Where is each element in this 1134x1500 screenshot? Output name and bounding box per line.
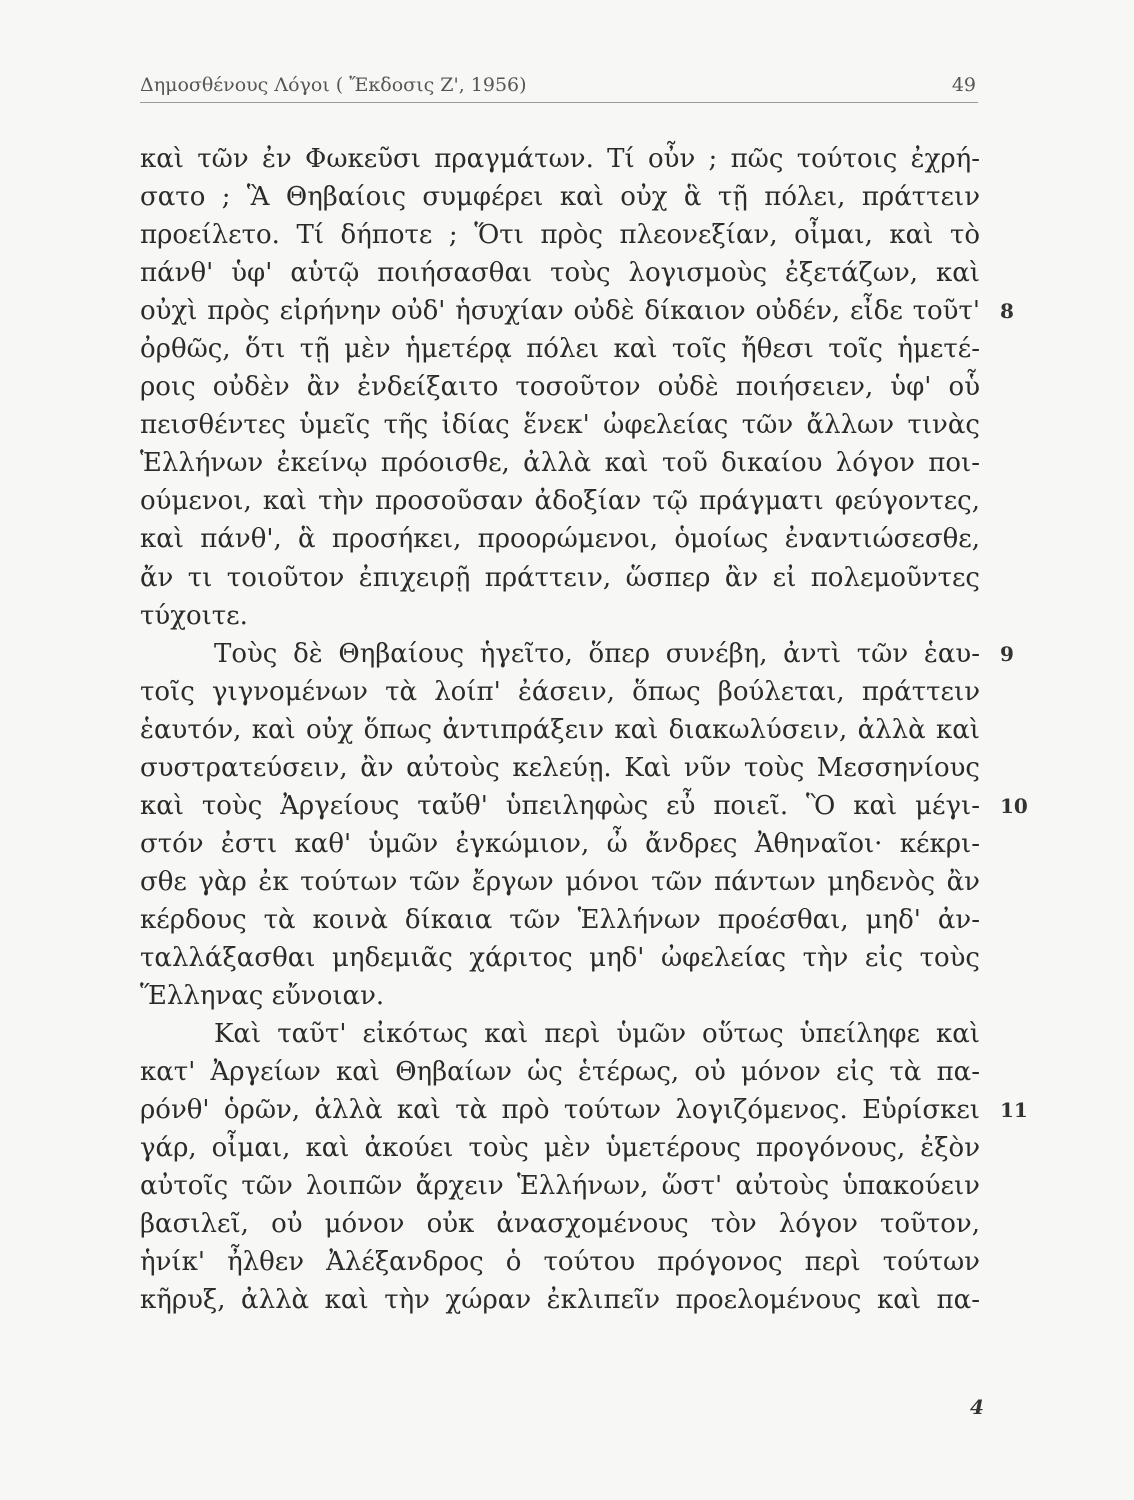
line-text: κῆρυξ, ἀλλὰ καὶ τὴν χώραν ἐκλιπεῖν προελομένους καὶ πα- [140, 1285, 980, 1316]
page-number: 49 [951, 74, 976, 96]
text-line [140, 140, 980, 178]
line-text: οὐχὶ πρὸς εἰρήνην οὐδ' ἡσυχίαν οὐδὲ δίκαιον οὐδέν, εἶδε τοῦτ' [140, 296, 980, 327]
line-text: ἄν τι τοιοῦτον ἐπιχειρῇ πράττειν, ὥσπερ ἂν εἰ πολεμοῦντες [140, 562, 980, 593]
section-number: 8 [1000, 299, 1014, 324]
line-text: Ἕλληνας εὔνοιαν. [140, 981, 385, 1012]
line-text: καὶ τοὺς Ἀργείους ταὔθ' ὑπειληφὼς εὖ ποιεῖ. Ὃ καὶ μέγι- [140, 790, 980, 821]
line-text: κέρδους τὰ κοινὰ δίκαια τῶν Ἑλλήνων προέσθαι, μηδ' ἀν- [140, 904, 980, 935]
line-text: σθε γὰρ ἐκ τούτων τῶν ἔργων μόνοι τῶν πάντων μηδενὸς ἂν [140, 866, 980, 897]
line-text: ἑαυτόν, καὶ οὐχ ὅπως ἀντιπράξειν καὶ διακωλύσειν, ἀλλὰ καὶ [140, 714, 980, 745]
line-text: ταλλάξασθαι μηδεμιᾶς χάριτος μηδ' ὠφελείας τὴν εἰς τοὺς [140, 942, 980, 973]
text-line [140, 1167, 980, 1205]
line-text: καὶ τῶν ἐν Φωκεῦσι πραγμάτων. Τί οὖν ; πῶς τούτοις ἐχρή- [140, 144, 980, 174]
text-line [140, 1243, 980, 1281]
text-line [140, 1205, 980, 1243]
line-text: στόν ἐστι καθ' ὑμῶν ἐγκώμιον, ὦ ἄνδρες Ἀθηναῖοι· κέκρι- [140, 828, 980, 859]
line-text: συστρατεύσειν, ἂν αὐτοὺς κελεύῃ. Καὶ νῦν τοὺς Μεσσηνίους [140, 752, 980, 783]
text-line [140, 863, 980, 901]
line-text: ἡνίκ' ἦλθεν Ἀλέξανδρος ὁ τούτου πρόγονος περὶ τούτων [140, 1247, 980, 1278]
text-line [140, 406, 980, 444]
text-line [140, 444, 980, 482]
text-line [140, 330, 980, 368]
section-number: 9 [1000, 641, 1014, 666]
text-line [140, 559, 980, 597]
body-text [140, 140, 1028, 1319]
running-header [140, 72, 978, 103]
line-text: τύχοιτε. [140, 600, 248, 631]
line-text: Τοὺς δὲ Θηβαίους ἡγεῖτο, ὅπερ συνέβη, ἀντὶ τῶν ἑαυ- [214, 638, 980, 669]
section-number: 11 [1000, 1098, 1028, 1123]
text-line [140, 711, 980, 749]
signature-mark: 4 [970, 1395, 984, 1419]
line-text: κατ' Ἀργείων καὶ Θηβαίων ὡς ἑτέρως, οὐ μόνον εἰς τὰ πα- [140, 1057, 980, 1088]
line-text: πεισθέντες ὑμεῖς τῆς ἰδίας ἕνεκ' ὠφελείας τῶν ἄλλων τινὰς [140, 410, 980, 441]
line-text: τοῖς γιγνομένων τὰ λοίπ' ἐάσειν, ὅπως βούλεται, πράττειν [140, 676, 980, 707]
line-text: σατο ; Ἃ Θηβαίοις συμφέρει καὶ οὐχ ἃ τῇ πόλει, πράττειν [140, 182, 980, 213]
text-line [140, 368, 980, 406]
text-line [140, 939, 980, 977]
line-text: ρόνθ' ὁρῶν, ἀλλὰ καὶ τὰ πρὸ τούτων λογιζόμενος. Εὑρίσκει [140, 1095, 980, 1126]
text-line [140, 901, 980, 939]
line-text: Καὶ ταῦτ' εἰκότως καὶ περὶ ὑμῶν οὕτως ὑπείληφε καὶ [214, 1019, 980, 1050]
text-line [140, 1129, 980, 1167]
line-text: βασιλεῖ, οὐ μόνον οὐκ ἀνασχομένους τὸν λόγον τοῦτον, [140, 1209, 980, 1240]
text-line [140, 635, 1014, 673]
line-text: ούμενοι, καὶ τὴν προσοῦσαν ἀδοξίαν τῷ πράγματι φεύγοντες, [140, 486, 980, 517]
line-text: αὐτοῖς τῶν λοιπῶν ἄρχειν Ἑλλήνων, ὥστ' αὐτοὺς ὑπακούειν [140, 1171, 980, 1202]
line-text: Ἑλλήνων ἐκείνῳ πρόοισθε, ἀλλὰ καὶ τοῦ δικαίου λόγον ποι- [140, 448, 980, 479]
line-text: ὀρθῶς, ὅτι τῇ μὲν ἡμετέρᾳ πόλει καὶ τοῖς ἤθεσι τοῖς ἡμετέ- [140, 334, 980, 365]
text-line [140, 1015, 980, 1053]
text-line [140, 254, 980, 292]
text-line [140, 787, 1028, 825]
line-text: πάνθ' ὑφ' αὑτῷ ποιήσασθαι τοὺς λογισμοὺς ἐξετάζων, καὶ [140, 258, 980, 289]
text-line [140, 520, 980, 558]
text-line [140, 1281, 980, 1319]
line-text: προείλετο. Τί δήποτε ; Ὅτι πρὸς πλεονεξίαν, οἶμαι, καὶ τὸ [140, 220, 980, 251]
text-line [140, 1053, 980, 1091]
text-line [140, 597, 980, 635]
text-line [140, 749, 980, 787]
text-line [140, 178, 980, 216]
header-title: Δημοσθένους Λόγοι ( Ἔκδοσις Ζ', 1956) [140, 74, 527, 96]
text-line [140, 977, 980, 1015]
line-text: ροις οὐδὲν ἂν ἐνδείξαιτο τοσοῦτον οὐδὲ ποιήσειεν, ὑφ' οὗ [140, 372, 980, 403]
text-line [140, 673, 980, 711]
line-text: γάρ, οἶμαι, καὶ ἀκούει τοὺς μὲν ὑμετέρους προγόνους, ἐξὸν [140, 1133, 980, 1164]
section-number: 10 [1000, 793, 1028, 818]
line-text: καὶ πάνθ', ἃ προσήκει, προορώμενοι, ὁμοίως ἐναντιώσεσθε, [140, 524, 980, 555]
text-line [140, 825, 980, 863]
text-line [140, 216, 980, 254]
text-line [140, 1091, 1028, 1129]
text-line [140, 482, 980, 520]
text-line [140, 292, 1014, 330]
